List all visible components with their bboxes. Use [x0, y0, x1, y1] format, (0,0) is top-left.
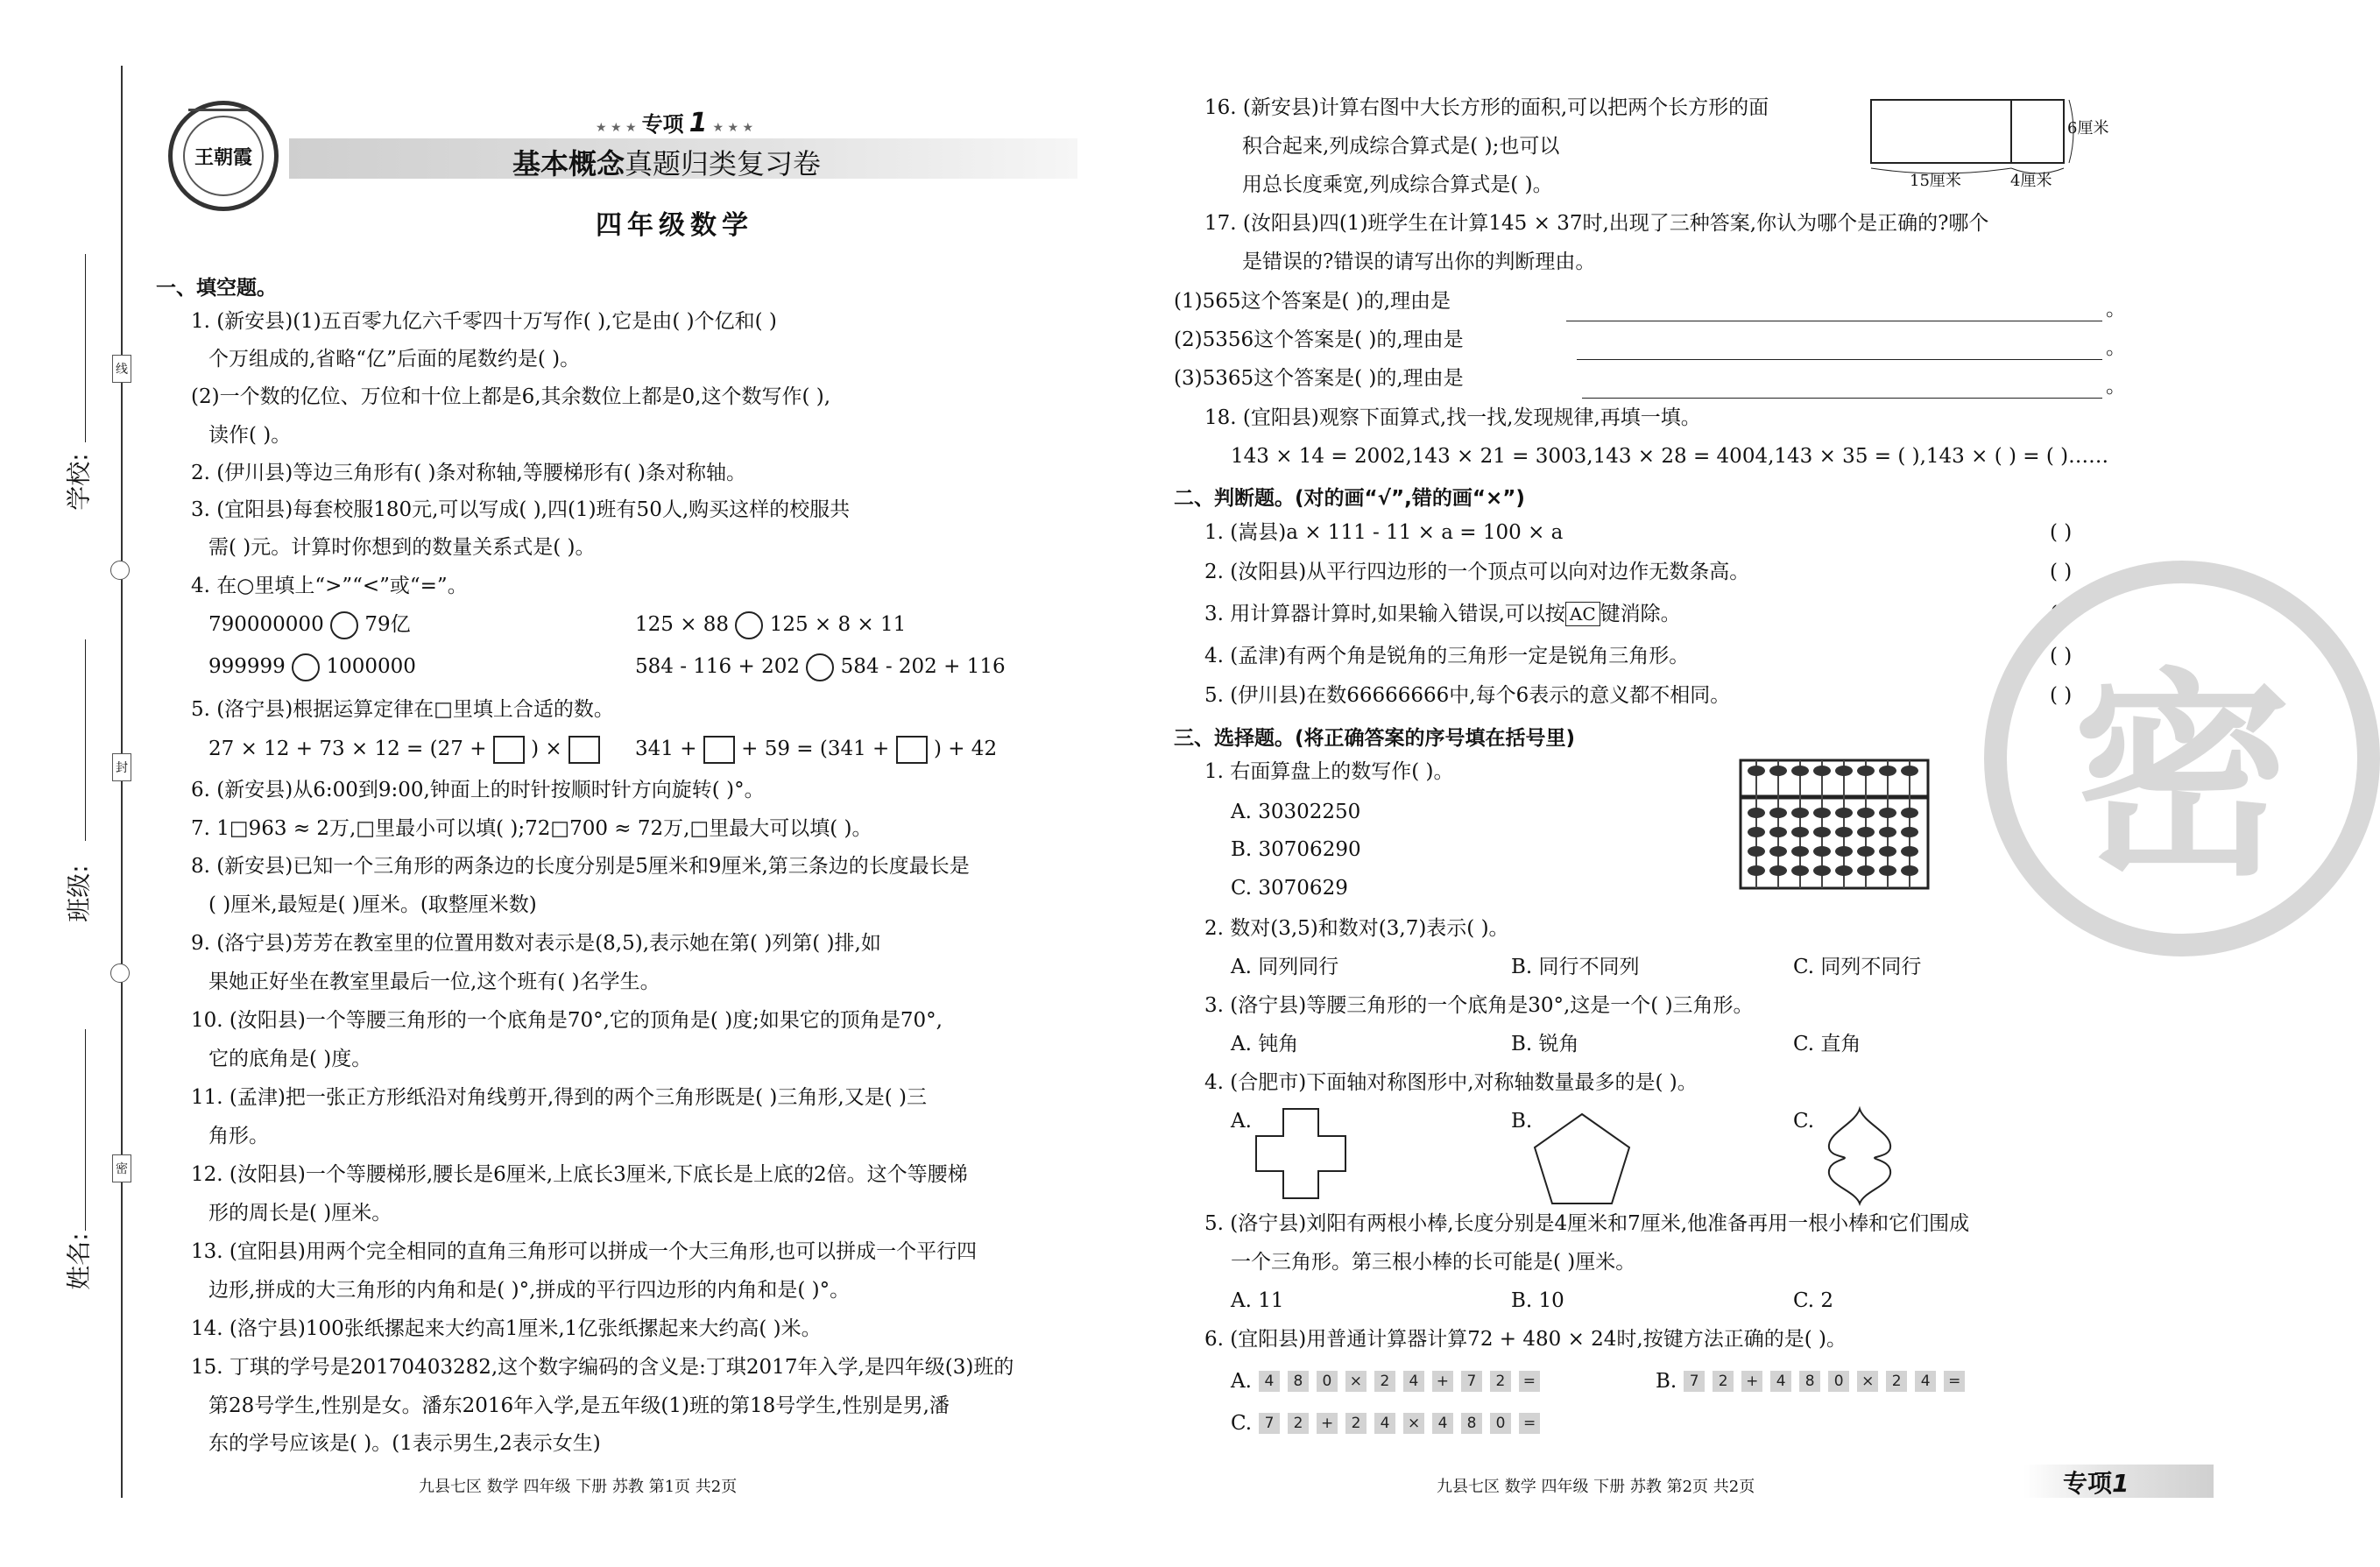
q5-row-b: 341 + + 59 = (341 + ) + 42	[635, 736, 997, 764]
choice-q1: 1. 右面算盘上的数写作( )。	[1204, 760, 1454, 783]
abacus-bead	[1769, 865, 1787, 876]
choice-q6-opt-a[interactable]	[1231, 1370, 1548, 1393]
choice-q5-opt-a[interactable]: A. 11	[1231, 1289, 1284, 1312]
compare-circle[interactable]	[735, 611, 763, 639]
calc-key: =	[1944, 1371, 1965, 1392]
calc-key: 8	[1461, 1413, 1482, 1434]
judge-item-4: 4. (孟津)有两个角是锐角的三角形一定是锐角三角形。	[1204, 645, 1690, 667]
left-line-12: 8. (新安县)已知一个三角形的两条边的长度分别是5厘米和9厘米,第三条边的长度最长是	[191, 855, 970, 878]
q17-reason-line-3[interactable]	[1582, 378, 2102, 399]
left-line-19: 角形。	[208, 1125, 269, 1147]
tag-line: 线	[112, 355, 131, 383]
choice-q5-opt-c[interactable]: C. 2	[1793, 1289, 1834, 1312]
binding-line	[121, 66, 123, 1498]
calc-key: 4	[1432, 1413, 1453, 1434]
abacus-bead	[1901, 846, 1918, 857]
school-label: 学校:	[64, 453, 94, 511]
choice-q4-opt-b[interactable]: B.	[1511, 1110, 1533, 1133]
right-line-8: (3)5365这个答案是( )的,理由是	[1174, 367, 1464, 390]
abacus-bead	[1791, 846, 1809, 857]
section-fill-title: 一、填空题。	[156, 277, 277, 300]
calc-key: ×	[1857, 1371, 1878, 1392]
calc-key: 2	[1288, 1413, 1309, 1434]
judge-answer-3[interactable]: ( )	[2050, 603, 2073, 625]
abacus-bead	[1835, 827, 1853, 837]
calc-key: 4	[1770, 1371, 1791, 1392]
special-number: 1	[689, 108, 708, 138]
abacus-bead	[1791, 827, 1809, 837]
calc-key: =	[1519, 1413, 1540, 1434]
choice-q5-line-2: 一个三角形。第三根小棒的长可能是( )厘米。	[1231, 1251, 1636, 1274]
abacus-figure	[1739, 759, 1932, 890]
choice-q4: 4. (合肥市)下面轴对称图形中,对称轴数量最多的是( )。	[1204, 1071, 1698, 1094]
choice-q5-opt-b[interactable]: B. 10	[1511, 1289, 1564, 1312]
right-line-6: (1)565这个答案是( )的,理由是	[1174, 290, 1451, 313]
name-field[interactable]	[85, 1029, 86, 1231]
judge-item-3: 3. 用计算器计算时,如果输入错误,可以按 AC 键消除。	[1204, 603, 1681, 625]
abacus-bead	[1769, 766, 1787, 776]
calc-key: 2	[1374, 1371, 1395, 1392]
class-field[interactable]	[85, 639, 86, 841]
fig16-len2: 4厘米	[2010, 172, 2052, 190]
footer-right: 九县七区 数学 四年级 下册 苏教 第2页 共2页	[1437, 1478, 1755, 1496]
compare-circle[interactable]	[292, 653, 320, 681]
abacus-frame	[1741, 760, 1928, 888]
left-line-21: 形的周长是( )厘米。	[208, 1202, 392, 1225]
calc-key: =	[1519, 1371, 1540, 1392]
choice-q3-opt-b[interactable]: B. 锐角	[1511, 1033, 1579, 1055]
answer-box[interactable]	[896, 736, 928, 764]
left-line-6: 3. (宜阳县)每套校服180元,可以写成( ),四(1)班有50人,购买这样的校服共	[191, 498, 851, 521]
calc-key: 2	[1345, 1413, 1367, 1434]
choice-q4-opt-c[interactable]: C.	[1793, 1110, 1815, 1133]
q4-row-d: 584 - 116 + 202 584 - 202 + 116	[635, 653, 1006, 681]
calc-key: 7	[1259, 1413, 1280, 1434]
left-line-17: 它的底角是( )度。	[208, 1048, 372, 1070]
abacus-bead	[1879, 808, 1896, 818]
choice-q6-opt-c[interactable]	[1231, 1412, 1548, 1435]
calc-key: +	[1317, 1413, 1338, 1434]
q16-rectangle-figure	[1866, 95, 2085, 193]
abacus-bead	[1879, 865, 1896, 876]
choice-q1-opt-a[interactable]: A. 30302250	[1231, 801, 1361, 823]
left-line-4: 读作( )。	[208, 424, 292, 447]
right-line-3: 用总长度乘宽,列成综合算式是( )。	[1242, 173, 1553, 196]
right-line-10: 143 × 14 = 2002,143 × 21 = 3003,143 × 28 = 4004,143 × 35 = ( ),143 × ( ) = ( )……	[1231, 445, 2109, 468]
abacus-bead	[1813, 766, 1831, 776]
abacus-bead	[1791, 865, 1809, 876]
left-line-25: 15. 丁琪的学号是20170403282,这个数字编码的含义是:丁琪2017年入学,是四年级(3)班的	[191, 1356, 1014, 1379]
calc-key: 4	[1403, 1371, 1424, 1392]
choice-q1-opt-c[interactable]: C. 3070629	[1231, 877, 1348, 900]
choice-q6: 6. (宜阳县)用普通计算器计算72 + 480 × 24时,按键方法正确的是( )。	[1204, 1328, 1847, 1351]
left-line-1: 1. (新安县)(1)五百零九亿六千零四十万写作( ),它是由( )个亿和( )	[191, 310, 777, 333]
symmetric-curve-icon	[1820, 1105, 1899, 1207]
abacus-bead	[1813, 827, 1831, 837]
calc-key: 2	[1713, 1371, 1734, 1392]
abacus-bead	[1835, 865, 1853, 876]
cross-shape-icon	[1253, 1105, 1349, 1202]
abacus-bead	[1748, 827, 1765, 837]
left-line-13: ( )厘米,最短是( )厘米。(取整厘米数)	[208, 893, 537, 916]
abacus-bead	[1769, 808, 1787, 818]
abacus-bead	[1813, 865, 1831, 876]
abacus-bead	[1748, 766, 1765, 776]
binding-hole-icon	[110, 963, 130, 983]
right-line-2: 积合起来,列成综合算式是( );也可以	[1242, 135, 1560, 158]
left-line-5: 2. (伊川县)等边三角形有( )条对称轴,等腰梯形有( )条对称轴。	[191, 462, 747, 484]
abacus-bead	[1857, 865, 1875, 876]
choice-q1-opt-b[interactable]: B. 30706290	[1231, 838, 1361, 861]
answer-box[interactable]	[703, 736, 735, 764]
answer-box[interactable]	[493, 736, 525, 764]
option-label: B.	[1656, 1370, 1677, 1393]
footer-tag: 专项1	[2063, 1469, 2129, 1498]
choice-q5-line-1: 5. (洛宁县)刘阳有两根小棒,长度分别是4厘米和7厘米,他准备再用一根小棒和它们围成	[1204, 1212, 1970, 1235]
left-line-10: 6. (新安县)从6:00到9:00,钟面上的时针按顺时针方向旋转( )°。	[191, 779, 765, 801]
q17-reason-line-1[interactable]	[1566, 301, 2102, 321]
abacus-bead	[1857, 827, 1875, 837]
right-line-4: 17. (汝阳县)四(1)班学生在计算145 × 37时,出现了三种答案,你认为哪个是正确的?哪个	[1204, 212, 1989, 235]
calc-key: 8	[1288, 1371, 1309, 1392]
abacus-bead	[1901, 827, 1918, 837]
stars-left: ★ ★ ★	[596, 121, 637, 135]
calc-key: 4	[1915, 1371, 1936, 1392]
abacus-bead	[1857, 766, 1875, 776]
choice-q2: 2. 数对(3,5)和数对(3,7)表示( )。	[1204, 917, 1509, 940]
choice-q6-opt-b[interactable]	[1656, 1370, 1973, 1393]
judge-item-2: 2. (汝阳县)从平行四边形的一个顶点可以向对边作无数条高。	[1204, 561, 1750, 583]
q4-row-a: 790000000 79亿	[208, 611, 411, 639]
choice-q3: 3. (洛宁县)等腰三角形的一个底角是30°,这是一个( )三角形。	[1204, 994, 1754, 1017]
abacus-bead	[1791, 766, 1809, 776]
abacus-bead	[1835, 808, 1853, 818]
left-line-8: 4. 在○里填上“>”“<”或“=”。	[191, 575, 468, 597]
special-label: 专项	[641, 112, 684, 137]
judge-item-1: 1. (嵩县)a × 111 - 11 × a = 100 × a	[1204, 521, 1564, 544]
judge-answer-2[interactable]: ( )	[2050, 561, 2073, 583]
abacus-bead	[1879, 827, 1896, 837]
compare-circle[interactable]	[806, 653, 834, 681]
abacus-bead	[1791, 808, 1809, 818]
choice-q2-opt-c[interactable]: C. 同列不同行	[1793, 956, 1922, 978]
left-line-7: 需( )元。计算时你想到的数量关系式是( )。	[208, 536, 596, 559]
left-line-14: 9. (洛宁县)芳芳在教室里的位置用数对表示是(8,5),表示她在第( )列第( )排,如	[191, 932, 881, 955]
main-title	[512, 142, 821, 182]
right-line-9: 18. (宜阳县)观察下面算式,找一找,发现规律,再填一填。	[1204, 406, 1701, 429]
answer-box[interactable]	[569, 736, 600, 764]
binding-hole-icon	[110, 561, 130, 580]
calc-key: 0	[1490, 1413, 1511, 1434]
judge-answer-1[interactable]: ( )	[2050, 521, 2073, 544]
calc-key: 0	[1317, 1371, 1338, 1392]
right-line-1: 16. (新安县)计算右图中大长方形的面积,可以把两个长方形的面	[1204, 96, 1769, 119]
abacus-bead	[1769, 846, 1787, 857]
footer-left: 九县七区 数学 四年级 下册 苏教 第1页 共2页	[419, 1478, 738, 1496]
abacus-bead	[1835, 766, 1853, 776]
abacus-bead	[1879, 846, 1896, 857]
left-line-9: 5. (洛宁县)根据运算定律在□里填上合适的数。	[191, 698, 614, 721]
q5-row-a: 27 × 12 + 73 × 12 = (27 + ) ×	[208, 736, 600, 764]
calc-key: ×	[1403, 1413, 1424, 1434]
subtitle: 四年级数学	[596, 210, 753, 241]
calc-key: +	[1741, 1371, 1762, 1392]
calc-key: ×	[1345, 1371, 1367, 1392]
right-line-5: 是错误的?错误的请写出你的判断理由。	[1242, 251, 1596, 273]
title-bold: 基本概念	[512, 147, 625, 180]
abacus-bead	[1879, 766, 1896, 776]
left-line-23: 边形,拼成的大三角形的内角和是( )°,拼成的平行四边形的内角和是( )°。	[208, 1279, 851, 1302]
option-label: C.	[1231, 1412, 1253, 1435]
abacus-bead	[1748, 865, 1765, 876]
section-judge-title: 二、判断题。(对的画“√”,错的画“×”)	[1174, 487, 1525, 510]
logo-text: 王朝霞	[183, 116, 264, 196]
option-label: A.	[1231, 1370, 1252, 1393]
abacus-bead	[1748, 846, 1765, 857]
name-label: 姓名:	[64, 1232, 94, 1290]
choice-q4-opt-a[interactable]: A.	[1231, 1110, 1252, 1133]
title-rest: 真题归类复习卷	[625, 147, 822, 180]
stars-right: ★ ★ ★	[712, 121, 753, 135]
abacus-bead	[1769, 827, 1787, 837]
abacus-bead	[1857, 808, 1875, 818]
left-line-16: 10. (汝阳县)一个等腰三角形的一个底角是70°,它的顶角是( )度;如果它的顶角是70°,	[191, 1009, 943, 1032]
judge-item-5: 5. (伊川县)在数66666666中,每个6表示的意义都不相同。	[1204, 684, 1731, 707]
left-line-3: (2)一个数的亿位、万位和十位上都是6,其余数位上都是0,这个数写作( ),	[191, 385, 831, 408]
abacus-bead	[1901, 865, 1918, 876]
calc-key: 2	[1490, 1371, 1511, 1392]
abacus-bead	[1835, 846, 1853, 857]
fig16-len1: 15厘米	[1910, 172, 1961, 190]
tag-secret: 密	[112, 1154, 131, 1182]
left-line-18: 11. (孟津)把一张正方形纸沿对角线剪开,得到的两个三角形既是( )三角形,又是( )三	[191, 1086, 927, 1109]
ac-key: AC	[1565, 602, 1600, 626]
class-label: 班级:	[64, 865, 94, 922]
abacus-bead	[1813, 846, 1831, 857]
left-line-22: 13. (宜阳县)用两个完全相同的直角三角形可以拼成一个大三角形,也可以拼成一个平行四	[191, 1240, 978, 1263]
calc-key: 7	[1684, 1371, 1705, 1392]
choice-q3-opt-a[interactable]: A. 钝角	[1231, 1033, 1299, 1055]
compare-circle[interactable]	[330, 611, 358, 639]
secret-watermark: 密	[1984, 561, 2380, 956]
abacus-bead	[1813, 808, 1831, 818]
calc-key: 4	[1374, 1413, 1395, 1434]
left-line-15: 果她正好坐在教室里最后一位,这个班有( )名学生。	[208, 971, 660, 993]
left-line-26: 第28号学生,性别是女。潘东2016年入学,是五年级(1)班的第18号学生,性别是男,潘	[208, 1394, 950, 1417]
choice-q3-opt-c[interactable]: C. 直角	[1793, 1033, 1861, 1055]
choice-q2-opt-a[interactable]: A. 同列同行	[1231, 956, 1339, 978]
choice-q2-opt-b[interactable]: B. 同行不同列	[1511, 956, 1640, 978]
left-line-24: 14. (洛宁县)100张纸摞起来大约高1厘米,1亿张纸摞起来大约高( )米。	[191, 1317, 822, 1340]
abacus-bead	[1857, 846, 1875, 857]
calc-key: +	[1432, 1371, 1453, 1392]
right-line-7: (2)5356这个答案是( )的,理由是	[1174, 328, 1464, 351]
left-line-27: 东的学号应该是( )。(1表示男生,2表示女生)	[208, 1432, 601, 1455]
judge-answer-4[interactable]: ( )	[2050, 645, 2073, 667]
q4-row-c: 999999 1000000	[208, 653, 416, 681]
abacus-bead	[1748, 808, 1765, 818]
judge-answer-5[interactable]: ( )	[2050, 684, 2073, 707]
calc-key: 4	[1259, 1371, 1280, 1392]
left-line-11: 7. 1□963 ≈ 2万,□里最小可以填( );72□700 ≈ 72万,□里最大可以填( )。	[191, 817, 872, 840]
section-choice-title: 三、选择题。(将正确答案的序号填在括号里)	[1174, 727, 1576, 750]
logo-seal	[168, 101, 279, 211]
school-field[interactable]	[85, 254, 86, 442]
calc-key: 7	[1461, 1371, 1482, 1392]
special-heading	[596, 107, 753, 138]
q4-row-b: 125 × 88 125 × 8 × 11	[635, 611, 906, 639]
calc-key: 0	[1828, 1371, 1849, 1392]
left-line-20: 12. (汝阳县)一个等腰梯形,腰长是6厘米,上底长3厘米,下底长是上底的2倍。这个等腰梯	[191, 1163, 968, 1186]
pentagon-icon	[1531, 1111, 1633, 1207]
left-line-2: 个万组成的,省略“亿”后面的尾数约是( )。	[208, 348, 581, 371]
tag-seal: 封	[112, 753, 131, 781]
abacus-bead	[1901, 808, 1918, 818]
calc-key: 2	[1886, 1371, 1907, 1392]
calc-key: 8	[1799, 1371, 1820, 1392]
fig16-width: 6厘米	[2067, 119, 2109, 138]
crown-icon	[188, 88, 250, 111]
abacus-bead	[1901, 766, 1918, 776]
q17-reason-line-2[interactable]	[1577, 340, 2102, 360]
